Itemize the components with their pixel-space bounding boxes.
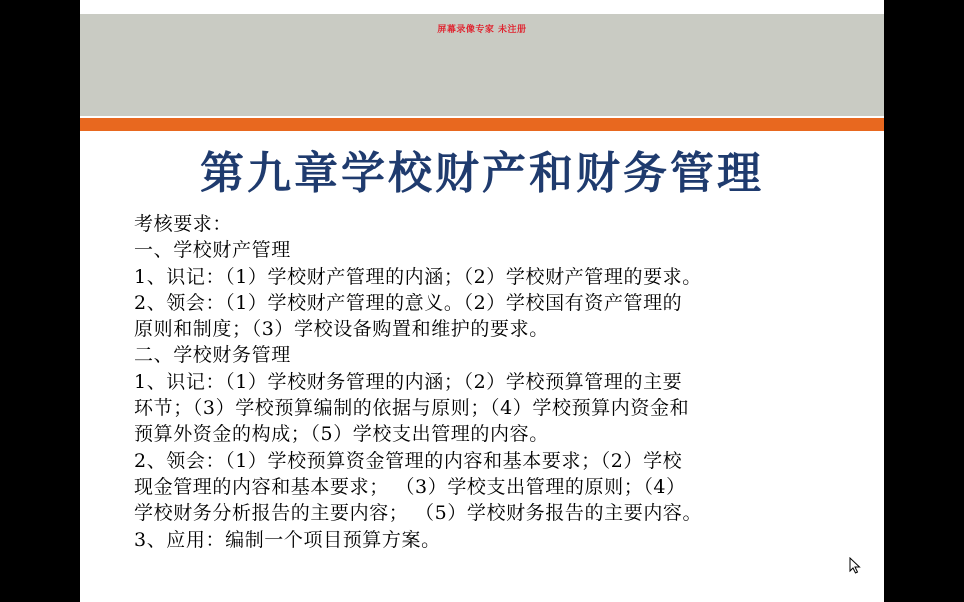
text-line: 二、学校财务管理 xyxy=(134,344,291,367)
watermark: 屏幕录像专家 未注册 xyxy=(437,25,527,35)
text-line: 3、应用：编制一个项目预算方案。 xyxy=(134,528,441,551)
slide-title: 第九章学校财产和财务管理 xyxy=(200,148,764,199)
text-line: 2、领会：（1）学校预算资金管理的内容和基本要求；（2）学校 xyxy=(134,449,683,472)
text-line: 1、识记：（1）学校财务管理的内涵；（2）学校预算管理的主要 xyxy=(134,370,683,393)
text-line: 学校财务分析报告的主要内容； （5）学校财务报告的主要内容。 xyxy=(134,502,703,525)
slide-header-band xyxy=(80,14,884,116)
body-text xyxy=(134,211,874,553)
text-line: 原则和制度；（3）学校设备购置和维护的要求。 xyxy=(134,318,549,341)
text-line: 环节；（3）学校预算编制的依据与原则；（4）学校预算内资金和 xyxy=(134,397,690,420)
text-line: 2、领会：（1）学校财产管理的意义。（2）学校国有资产管理的 xyxy=(134,291,683,314)
slide xyxy=(80,0,884,602)
text-line: 现金管理的内容和基本要求； （3）学校支出管理的原则；（4） xyxy=(134,475,686,498)
text-line: 预算外资金的构成；（5）学校支出管理的内容。 xyxy=(134,423,549,446)
orange-divider-band xyxy=(80,118,884,131)
text-line: 1、识记：（1）学校财产管理的内涵；（2）学校财产管理的要求。 xyxy=(134,265,702,288)
mouse-pointer-icon xyxy=(849,557,861,574)
text-line: 考核要求： xyxy=(134,213,233,235)
text-line: 一、学校财产管理 xyxy=(134,239,291,262)
